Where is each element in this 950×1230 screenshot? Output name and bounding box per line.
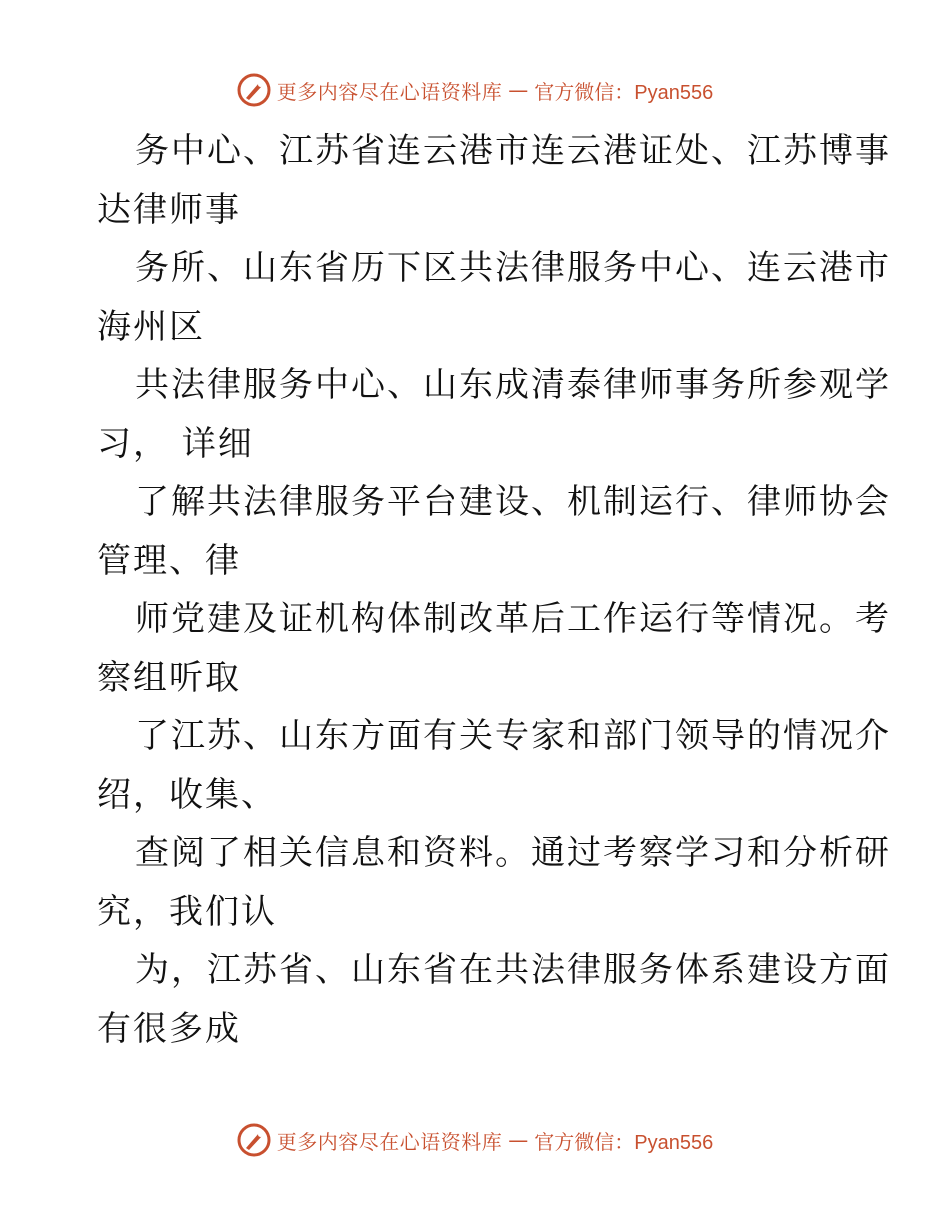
banner-wechat: 官方微信：Pyan556	[534, 1131, 714, 1154]
banner-wechat: 官方微信：Pyan556	[534, 81, 714, 104]
header-banner	[0, 70, 950, 110]
paragraph: 查阅了相关信息和资料。通过考察学习和分析研 究，我们认	[97, 833, 891, 932]
paragraph: 务所、山东省历下区共法律服务中心、连云港市 海州区	[97, 248, 891, 347]
banner-text: 更多内容尽在心语资料库	[276, 1129, 503, 1154]
paragraph: 了解共法律服务平台建设、机制运行、律师协会 管理、律	[97, 482, 891, 581]
paragraph: 务中心、江苏省连云港市连云港证处、江苏博事 达律师事	[97, 131, 891, 230]
paragraph: 为，江苏省、山东省在共法律服务体系建设方面 有很多成	[97, 950, 891, 1049]
paragraph: 师党建及证机构体制改革后工作运行等情况。考 察组听取	[97, 599, 891, 698]
pen-logo-icon	[237, 1123, 271, 1157]
paragraph: 了江苏、山东方面有关专家和部门领导的情况介 绍，收集、	[97, 716, 891, 815]
pen-logo-icon	[237, 73, 271, 107]
footer-banner	[0, 1120, 950, 1160]
document-body	[97, 122, 891, 1058]
paragraph: 共法律服务中心、山东成清泰律师事务所参观学 习， 详细	[97, 365, 891, 464]
banner-separator: —	[508, 1128, 529, 1152]
banner-separator: —	[508, 78, 529, 102]
banner-text: 更多内容尽在心语资料库	[276, 79, 503, 104]
